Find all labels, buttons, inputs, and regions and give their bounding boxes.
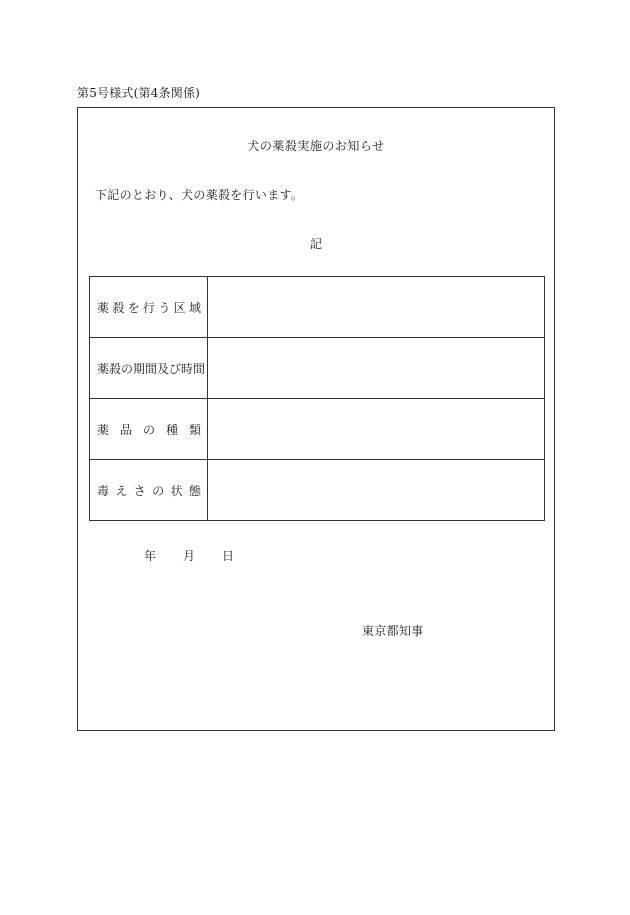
row-label-bait: 毒えさの状態	[90, 460, 208, 521]
row-value-area	[208, 277, 545, 338]
row-value-chemical	[208, 399, 545, 460]
row-label-chemical: 薬品の種類	[90, 399, 208, 460]
document-title: 犬の薬殺実施のお知らせ	[247, 139, 385, 153]
issuer: 東京都知事	[362, 624, 424, 638]
details-table	[89, 276, 545, 521]
table-row	[90, 460, 545, 521]
notice-frame	[77, 107, 555, 731]
row-value-period	[208, 338, 545, 399]
date-month: 月	[183, 549, 196, 563]
date-year: 年	[144, 549, 157, 563]
date-line	[144, 547, 234, 564]
form-number: 第5号様式(第4条関係)	[77, 86, 201, 100]
row-value-bait	[208, 460, 545, 521]
date-day: 日	[222, 549, 235, 563]
intro-text: 下記のとおり、犬の薬殺を行います。	[95, 188, 304, 202]
table-row	[90, 399, 545, 460]
ki-mark: 記	[309, 237, 322, 251]
table-row	[90, 338, 545, 399]
table-row	[90, 277, 545, 338]
row-label-period: 薬殺の期間及び時間	[90, 338, 208, 399]
row-label-area: 薬殺を行う区域	[90, 277, 208, 338]
